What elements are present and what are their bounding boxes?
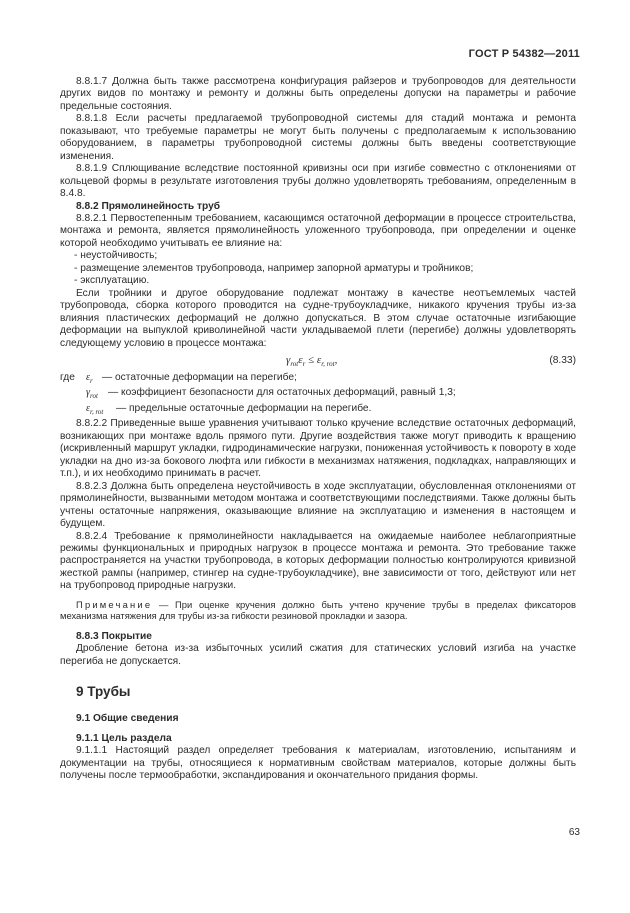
variable-symbol: $\gamma_{rot}$ [86,387,98,401]
variable-text: — предельные остаточные деформации на перегибе. [116,402,372,414]
paragraph-8-8-2-1: 8.8.2.1 Первостепенным требованием, касающимся остаточной деформации в процессе строительства, монтажа и ремонта, является прямолинейность уложенного трубопровода, при определении и оценке которой необходимо учитывать ее влияние на: [60,212,576,249]
paragraph-8-8-2-4: 8.8.2.4 Требование к прямолинейности накладывается на ожидаемые наиболее неблагоприятные режимы функциональных и природных нагрузок в процессе монтажа и ремонта. Это требование также распространяется на участки трубопровода, в которых деформации полностью контролируются кривизной жесткой рампы (например, стингер на судне-трубоукладчике), вне зависимости от того, действуют или нет на трубопровод природные нагрузки. [60,530,576,592]
paragraph-8-8-1-8: 8.8.1.8 Если расчеты предлагаемой трубопроводной системы для стадий монтажа и ремонта показывают, что требуемые параметры не могут быть получены с предполагаемым к использованию оборудованием, в параметры трубопроводной системы должны быть введены соответствующие изменения. [60,113,576,162]
list-item: - неустойчивость; [74,250,158,262]
variable-definition [60,387,576,402]
variable-text: — остаточные деформации на перегибе; [102,371,297,383]
chapter-heading-9: 9 Трубы [76,684,131,700]
paragraph-8-8-3: Дробление бетона из-за избыточных усилий сжатия для статических условий изгиба на участке перегиба не допускается. [60,643,576,667]
variable-symbol: $\varepsilon_{r, rot}$ [86,402,104,416]
paragraph-8-8-2-2: 8.8.2.2 Приведенные выше уравнения учитывают только кручение вследствие остаточных деформаций, возникающих при монтаже вдоль прямого пути. Другие воздействия также могут приводить к вращению (искривленный маршрут укладки, гидродинамические нагрузки, пониженная устойчивость к повороту в ходе укладки на дно из-за бокового люфта или гибкости в механизмах натяжения, подкладках, направляющих и т.п.), и их необходимо принимать в расчет. [60,418,576,480]
section-heading-8-8-3: 8.8.3 Покрытие [76,630,152,642]
section-heading-8-8-2: 8.8.2 Прямолинейность труб [76,200,221,212]
paragraph-8-8-2-3: 8.8.2.3 Должна быть определена неустойчивость в ходе эксплуатации, обусловленная отклонениями от прямолинейности, вызванными методом монтажа и соответствующими последствиями. Также должны быть учтены остаточные напряжения, оказывающие влияние на эксплуатацию и изменения в настоящем и будущем. [60,480,576,530]
variable-definition [60,372,576,387]
note-label: Примечание [76,598,153,610]
document-body [60,76,576,783]
paragraph-8-8-1-9: 8.8.1.9 Сплющивание вследствие постоянной кривизны оси при изгибе совместно с отклонениями от кольцевой формы в результате изготовления трубы должно удовлетворять требованиям, определенным в 8.4.8. [60,163,576,200]
page-number: 63 [568,827,580,838]
formula-expression: $\gamma_{rot}\varepsilon_r \le \varepsilon_{r, rot}$, [286,353,338,369]
formula-8-33 [60,353,576,370]
section-heading-9-1: 9.1 Общие сведения [76,712,179,724]
note [60,599,576,622]
paragraph-tees: Если тройники и другое оборудование подлежат монтажу в качестве неотъемлемых частей трубопровода, сборка которого проводится на судне-трубоукладчике, никакого кручения трубы из-за влияния пластических деформаций не должно допускаться. В этом случае остаточные изгибающие деформации на выпуклой криволинейной части укладываемой плети (перегибе) должны удовлетворять следующему условию в процессе монтажа: [60,287,576,349]
list-item: - размещение элементов трубопровода, например запорной арматуры и тройников; [74,262,474,274]
note-text: — При оценке кручения должно быть учтено кручение трубы в пределах фиксаторов механизма натяжения для трубы из-за гибкости резиновой прокладки и зазора. [60,598,576,622]
section-heading-9-1-1: 9.1.1 Цель раздела [76,733,172,745]
formula-number: (8.33) [549,354,576,366]
where-word: где [60,371,75,383]
variable-symbol: $\varepsilon_r$ [86,371,93,385]
variable-definition [60,403,576,418]
paragraph-9-1-1-1: 9.1.1.1 Настоящий раздел определяет требования к материалам, изготовлению, испытаниям и документации на трубы, относящиеся к нормативным свойствам материалов, которые должны быть получены после термообработки, экспандирования и окончательного придания формы. [60,745,576,782]
document-header-id: ГОСТ Р 54382—2011 [468,48,580,60]
paragraph-8-8-1-7: 8.8.1.7 Должна быть также рассмотрена конфигурация райзеров и трубопроводов для деятельности других видов по монтажу и ремонту и должны быть определены допуски на параметры и рабочие предельные состояния. [60,76,576,112]
variable-text: — коэффициент безопасности для остаточных деформаций, равный 1,3; [108,387,456,399]
list-item: - эксплуатацию. [74,275,150,287]
